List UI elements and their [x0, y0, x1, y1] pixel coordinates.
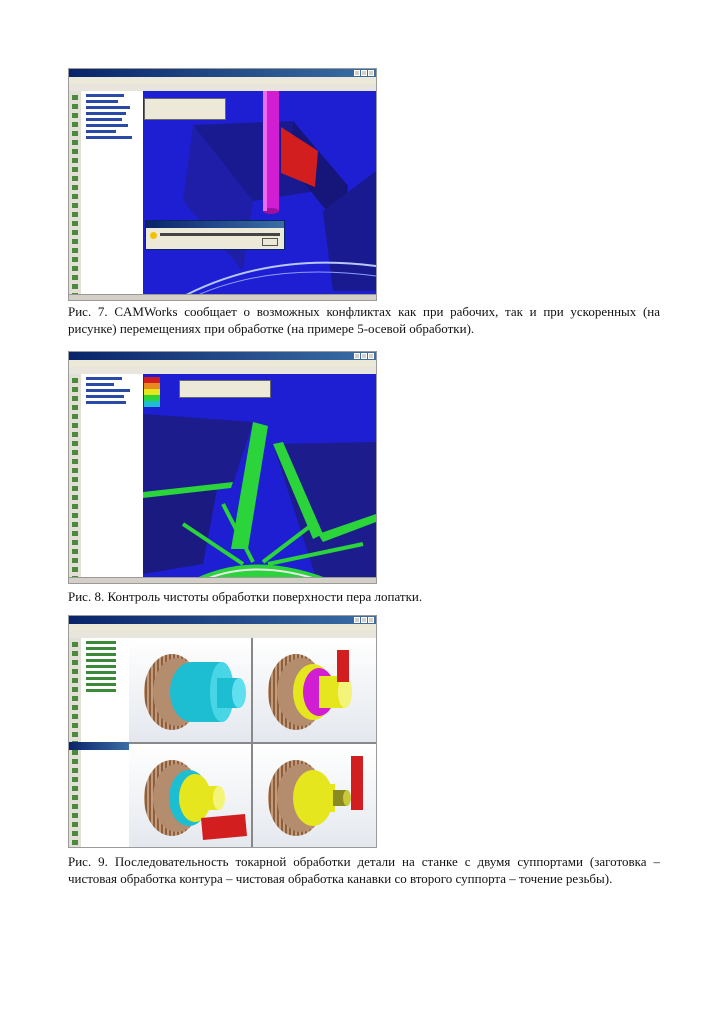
collision-warning-dialog[interactable]	[145, 220, 285, 250]
secondary-window[interactable]	[69, 742, 129, 750]
fig7-caption: Рис. 7. CAMWorks сообщает о возможных конфликтах как при рабочих, так и при ускоренных (на рисунке) перемещениях при обработке (на примере 5-осевой обработки).	[68, 304, 660, 336]
fig7-screenshot	[68, 68, 377, 301]
window-titlebar	[69, 352, 376, 360]
fig9-caption: Рис. 9. Последовательность токарной обработки детали на станке с двумя суппортами (заготовка – чистовая обработка контура – чистовая обработка канавки со второго суппорта – точение резьбы).	[68, 854, 660, 886]
close-icon[interactable]	[368, 70, 374, 76]
floating-toolbar[interactable]	[144, 98, 226, 120]
window-titlebar	[69, 616, 376, 624]
fig8-scene	[143, 374, 376, 584]
minimize-icon[interactable]	[354, 70, 360, 76]
fig7-scene	[143, 91, 376, 301]
feature-tree[interactable]	[81, 374, 144, 583]
fig8-screenshot	[68, 351, 377, 584]
maximize-icon[interactable]	[361, 70, 367, 76]
fig8-caption: Рис. 8. Контроль чистоты обработки поверхности пера лопатки.	[68, 589, 423, 604]
ok-button[interactable]	[262, 238, 278, 246]
maximize-icon[interactable]	[361, 617, 367, 623]
feature-tree[interactable]	[81, 91, 144, 300]
deviation-legend	[144, 377, 160, 413]
minimize-icon[interactable]	[354, 617, 360, 623]
fig9-viewports	[129, 638, 376, 847]
floating-toolbar[interactable]	[179, 380, 271, 398]
window-titlebar	[69, 69, 376, 77]
warning-icon	[150, 232, 157, 239]
fig9-screenshot	[68, 615, 377, 848]
maximize-icon[interactable]	[361, 353, 367, 359]
fig9-scene	[129, 638, 376, 848]
close-icon[interactable]	[368, 353, 374, 359]
fig7-viewport[interactable]	[143, 91, 376, 300]
close-icon[interactable]	[368, 617, 374, 623]
fig8-viewport[interactable]	[143, 374, 376, 583]
minimize-icon[interactable]	[354, 353, 360, 359]
